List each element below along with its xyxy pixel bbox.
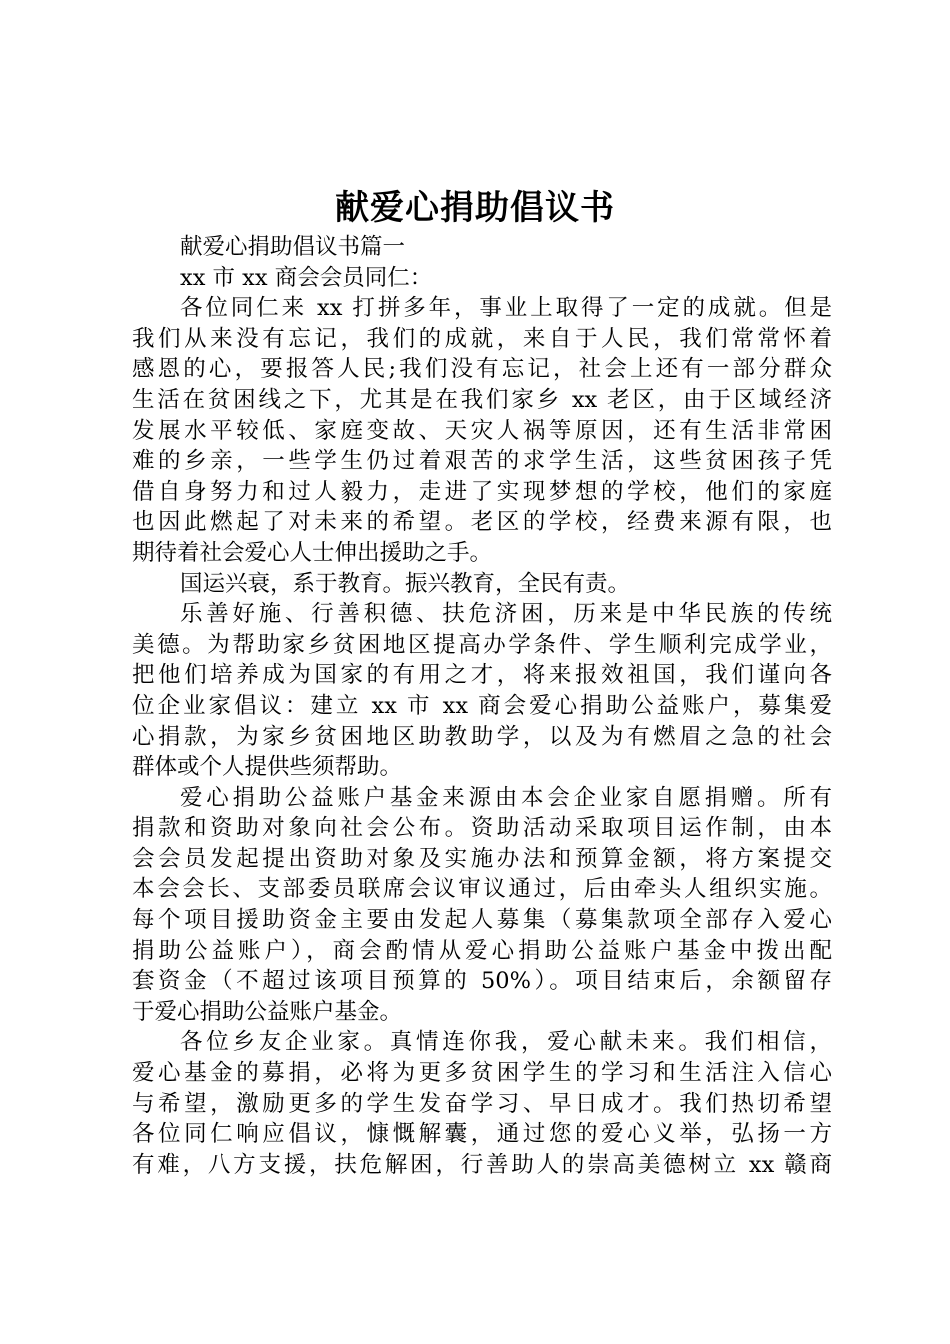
body-line: 难的乡亲，一些学生仍过着艰苦的求学生活，这些贫困孩子凭 bbox=[132, 448, 832, 475]
body-line: 与希望，激励更多的学生发奋学习、早日成才。我们热切希望 bbox=[132, 1090, 832, 1117]
body-line: 我们从来没有忘记，我们的成就，来自于人民，我们常常怀着 bbox=[132, 325, 832, 352]
body-line: 国运兴衰，系于教育。振兴教育，全民有责。 bbox=[180, 570, 631, 597]
body-line: 各位同仁响应倡议，慷慨解囊，通过您的爱心义举，弘扬一方 bbox=[132, 1121, 832, 1148]
body-line: 爱心捐助公益账户基金来源由本会企业家自愿捐赠。所有 bbox=[180, 784, 832, 811]
body-line: 位企业家倡议：建立 xx 市 xx 商会爱心捐助公益账户，募集爱 bbox=[132, 692, 832, 719]
body-line: 各位同仁来 xx 打拼多年，事业上取得了一定的成就。但是 bbox=[180, 295, 832, 322]
document-title: 献爱心捐助倡议书 bbox=[335, 188, 615, 228]
body-line: 爱心基金的募捐，必将为更多贫困学生的学习和生活注入信心 bbox=[132, 1060, 832, 1087]
body-line: 会会员发起提出资助对象及实施办法和预算金额，将方案提交 bbox=[132, 845, 832, 872]
body-line: 生活在贫困线之下，尤其是在我们家乡 xx 老区，由于区域经济 bbox=[132, 386, 832, 413]
body-line: 也因此燃起了对未来的希望。老区的学校，经费来源有限，也 bbox=[132, 509, 832, 536]
body-line: 心捐款，为家乡贫困地区助教助学，以及为有燃眉之急的社会 bbox=[132, 723, 832, 750]
body-line: 捐助公益账户），商会酌情从爱心捐助公益账户基金中拨出配 bbox=[132, 937, 832, 964]
body-line: 乐善好施、行善积德、扶危济困，历来是中华民族的传统 bbox=[180, 601, 832, 628]
body-line: 各位乡友企业家。真情连你我，爱心献未来。我们相信， bbox=[180, 1029, 832, 1056]
body-line: 把他们培养成为国家的有用之才，将来报效祖国，我们谨向各 bbox=[132, 662, 832, 689]
body-line: 于爱心捐助公益账户基金。 bbox=[132, 998, 403, 1025]
body-line: 借自身努力和过人毅力，走进了实现梦想的学校，他们的家庭 bbox=[132, 478, 832, 505]
body-line: 套资金（不超过该项目预算的 50%）。项目结束后，余额留存 bbox=[132, 968, 832, 995]
body-line: 有难，八方支援，扶危解困，行善助人的崇高美德树立 xx 赣商 bbox=[132, 1151, 832, 1178]
document-body bbox=[132, 232, 832, 1180]
body-line: 美德。为帮助家乡贫困地区提高办学条件、学生顺利完成学业， bbox=[132, 631, 832, 658]
body-line: 发展水平较低、家庭变故、天灾人祸等原因，还有生活非常困 bbox=[132, 417, 832, 444]
body-line: 群体或个人提供些须帮助。 bbox=[132, 754, 403, 781]
body-line: 每个项目援助资金主要由发起人募集（募集款项全部存入爱心 bbox=[132, 907, 832, 934]
body-line: 捐款和资助对象向社会公布。资助活动采取项目运作制，由本 bbox=[132, 815, 832, 842]
body-line: 本会会长、支部委员联席会议审议通过，后由牵头人组织实施。 bbox=[132, 876, 832, 903]
body-line: 献爱心捐助倡议书篇一 bbox=[180, 234, 406, 260]
body-line: 感恩的心，要报答人民;我们没有忘记，社会上还有一部分群众 bbox=[132, 356, 832, 383]
body-line: xx 市 xx 商会会员同仁： bbox=[180, 264, 433, 291]
body-line: 期待着社会爱心人士伸出援助之手。 bbox=[132, 539, 493, 566]
